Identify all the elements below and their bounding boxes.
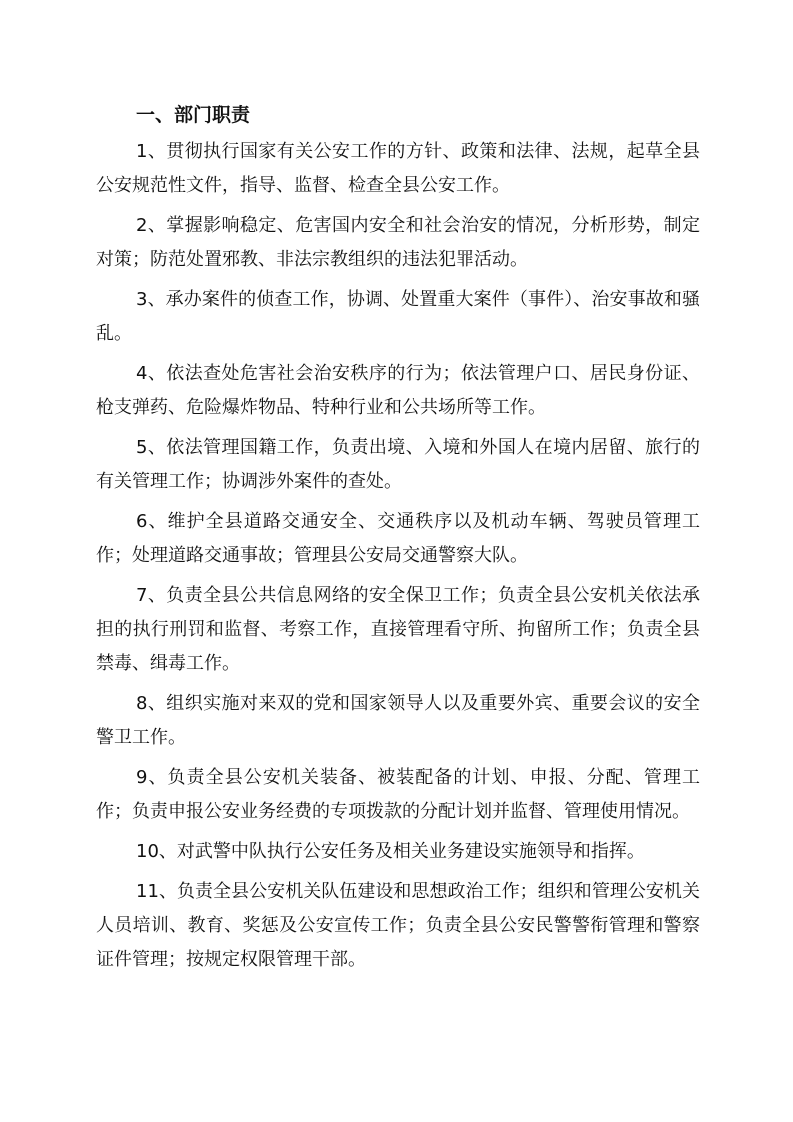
duty-paragraph-9: 9、负责全县公安机关装备、被装配备的计划、申报、分配、管理工作；负责申报公安业务经费的专项拨款的分配计划并监督、管理使用情况。: [96, 767, 700, 822]
duty-paragraph-5: 5、依法管理国籍工作，负责出境、入境和外国人在境内居留、旅行的有关管理工作；协调涉外案件的查处。: [96, 437, 700, 492]
duty-paragraph-8: 8、组织实施对来双的党和国家领导人以及重要外宾、重要会议的安全警卫工作。: [96, 693, 700, 748]
duty-paragraph-2: 2、掌握影响稳定、危害国内安全和社会治安的情况，分析形势，制定对策；防范处置邪教、非法宗教组织的违法犯罪活动。: [96, 215, 700, 270]
duty-paragraph-7: 7、负责全县公共信息网络的安全保卫工作；负责全县公安机关依法承担的执行刑罚和监督、考察工作，直接管理看守所、拘留所工作；负责全县禁毒、缉毒工作。: [96, 585, 700, 674]
duty-paragraph-11: 11、负责全县公安机关队伍建设和思想政治工作；组织和管理公安机关人员培训、教育、奖惩及公安宣传工作；负责全县公安民警警衔管理和警察证件管理；按规定权限管理干部。: [96, 881, 700, 970]
duty-paragraph-4: 4、依法查处危害社会治安秩序的行为；依法管理户口、居民身份证、枪支弹药、危险爆炸物品、特种行业和公共场所等工作。: [96, 363, 700, 418]
duty-paragraph-6: 6、维护全县道路交通安全、交通秩序以及机动车辆、驾驶员管理工作；处理道路交通事故；管理县公安局交通警察大队。: [96, 511, 700, 566]
duty-paragraph-10: 10、对武警中队执行公安任务及相关业务建设实施领导和指挥。: [136, 841, 645, 862]
section-heading: 一、部门职责: [136, 104, 251, 126]
duty-paragraph-3: 3、承办案件的侦查工作，协调、处置重大案件（事件）、治安事故和骚乱。: [96, 289, 700, 344]
document-body: [96, 99, 700, 983]
duty-paragraph-1: 1、贯彻执行国家有关公安工作的方针、政策和法律、法规，起草全县公安规范性文件，指导、监督、检查全县公安工作。: [96, 141, 700, 196]
